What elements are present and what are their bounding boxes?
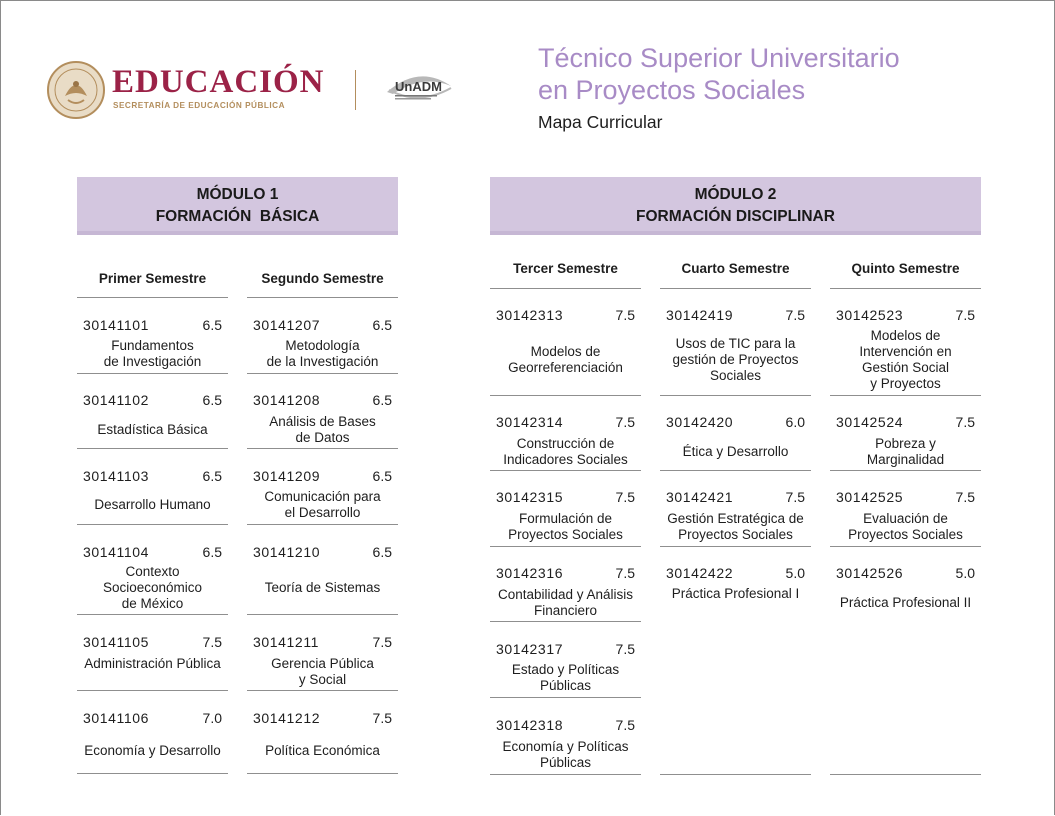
course-name <box>77 656 228 672</box>
course-credits: 6.5 <box>372 468 392 484</box>
course-rule <box>490 395 641 396</box>
course-name-line: Análisis de Bases <box>269 414 376 429</box>
course-code: 30142422 <box>666 565 734 581</box>
semester-rule <box>660 288 811 289</box>
module-number: MÓDULO 1 <box>196 186 279 203</box>
semester-rule <box>490 288 641 289</box>
national-seal-logo <box>46 60 106 120</box>
course-rule <box>660 774 811 775</box>
course-code: 30141208 <box>253 392 321 408</box>
course-credits: 7.5 <box>785 489 805 505</box>
course-name <box>660 511 811 543</box>
course-code: 30141105 <box>83 634 150 650</box>
course-name-line: Estado y Políticas <box>511 662 620 677</box>
course-credits: 7.5 <box>955 414 975 430</box>
brand-subtitle: SECRETARÍA DE EDUCACIÓN PÚBLICA <box>113 101 285 110</box>
course-name-line: Práctica Profesional I <box>671 586 800 601</box>
semester-title: Tercer Semestre <box>513 261 618 276</box>
course-name-line: Ética y Desarrollo <box>682 444 789 459</box>
course-credits: 7.5 <box>955 489 975 505</box>
semester-title: Segundo Semestre <box>261 271 384 286</box>
brand-title: EDUCACIÓN <box>112 64 325 100</box>
course-name <box>77 564 228 612</box>
course-credits: 6.0 <box>785 414 805 430</box>
course-credits: 7.5 <box>785 307 805 323</box>
course-name-line: Economía y Políticas <box>502 739 629 754</box>
course-code: 30142316 <box>496 565 564 581</box>
course-code: 30142318 <box>496 717 564 733</box>
course-name <box>247 656 398 688</box>
course-credits: 5.0 <box>955 565 975 581</box>
course-name-line: Públicas <box>539 678 592 693</box>
course-rule <box>77 524 228 525</box>
unadm-logo <box>383 70 455 108</box>
course-name-line: el Desarrollo <box>284 505 361 520</box>
course-name <box>490 511 641 543</box>
semester-title: Cuarto Semestre <box>681 261 790 276</box>
course-code: 30142317 <box>496 641 564 657</box>
course-name-line: Usos de TIC para la <box>675 336 796 351</box>
course-name-line: Formulación de <box>518 511 613 526</box>
course-name-line: Financiero <box>533 603 598 618</box>
course-credits: 6.5 <box>202 317 222 333</box>
course-name-line: Modelos de <box>530 344 601 359</box>
course-name-line: Contabilidad y Análisis <box>497 587 634 602</box>
course-rule <box>77 373 228 374</box>
course-name-line: de Investigación <box>103 354 202 369</box>
module-name: FORMACIÓN DISCIPLINAR <box>636 208 835 225</box>
semester-rule <box>830 288 981 289</box>
course-rule <box>77 773 228 774</box>
svg-text:UnADM: UnADM <box>395 79 442 94</box>
course-code: 30141209 <box>253 468 321 484</box>
course-name <box>77 497 228 513</box>
course-name <box>247 489 398 521</box>
course-name <box>247 743 398 759</box>
module-name: FORMACIÓN BÁSICA <box>155 208 320 225</box>
course-rule <box>77 448 228 449</box>
course-rule <box>247 524 398 525</box>
course-credits: 7.0 <box>202 710 222 726</box>
course-credits: 7.5 <box>615 307 635 323</box>
course-credits: 5.0 <box>785 565 805 581</box>
course-rule <box>660 546 811 547</box>
course-name-line: gestión de Proyectos <box>672 352 799 367</box>
course-rule <box>490 470 641 471</box>
course-name <box>490 344 641 376</box>
course-name <box>247 414 398 446</box>
course-name-line: Gestión Social <box>861 360 950 375</box>
course-code: 30142421 <box>666 489 734 505</box>
course-name <box>77 743 228 759</box>
course-rule <box>247 690 398 691</box>
course-rule <box>660 470 811 471</box>
course-name-line: Contexto <box>125 564 180 579</box>
semester-title: Primer Semestre <box>98 271 207 286</box>
course-rule <box>247 448 398 449</box>
semester-title: Quinto Semestre <box>851 261 960 276</box>
course-name-line: Administración Pública <box>84 656 221 671</box>
course-code: 30142523 <box>836 307 904 323</box>
course-code: 30142525 <box>836 489 904 505</box>
course-credits: 7.5 <box>202 634 222 650</box>
course-name <box>490 739 641 771</box>
course-name <box>490 436 641 468</box>
course-code: 30142313 <box>496 307 564 323</box>
document-subtitle: Mapa Curricular <box>538 112 663 132</box>
course-credits: 7.5 <box>615 414 635 430</box>
course-rule <box>247 614 398 615</box>
course-name-line: Modelos de <box>870 328 941 343</box>
course-rule <box>490 697 641 698</box>
module-shade <box>490 231 981 235</box>
title-line: en Proyectos Sociales <box>538 75 806 105</box>
course-name-line: y Proyectos <box>870 376 941 391</box>
course-credits: 6.5 <box>202 544 222 560</box>
course-rule <box>830 774 981 775</box>
course-code: 30141210 <box>253 544 321 560</box>
module-2-banner <box>490 177 981 235</box>
course-rule <box>830 395 981 396</box>
course-name-line: Georreferenciación <box>508 360 623 375</box>
semester-rule <box>77 297 228 298</box>
course-credits: 6.5 <box>202 468 222 484</box>
course-name-line: Economía y Desarrollo <box>84 743 221 758</box>
course-credits: 6.5 <box>372 392 392 408</box>
course-name-line: Construcción de <box>516 436 615 451</box>
course-name-line: Gerencia Pública <box>271 656 374 671</box>
course-code: 30142524 <box>836 414 904 430</box>
course-credits: 7.5 <box>615 641 635 657</box>
course-name-line: Indicadores Sociales <box>503 452 628 467</box>
course-name <box>660 586 811 602</box>
course-credits: 6.5 <box>202 392 222 408</box>
course-name-line: Práctica Profesional II <box>839 595 972 610</box>
course-name-line: de Datos <box>295 430 350 445</box>
course-name <box>660 444 811 460</box>
course-rule <box>660 395 811 396</box>
course-rule <box>830 546 981 547</box>
course-name-line: Socioeconómico <box>102 580 203 595</box>
course-name-line: Intervención en <box>859 344 952 359</box>
course-name-line: Comunicación para <box>264 489 381 504</box>
course-credits: 7.5 <box>372 634 392 650</box>
course-credits: 7.5 <box>615 717 635 733</box>
course-code: 30142420 <box>666 414 734 430</box>
course-code: 30141106 <box>83 710 150 726</box>
course-code: 30141207 <box>253 317 321 333</box>
course-rule <box>247 773 398 774</box>
course-name-line: y Social <box>298 672 347 687</box>
course-name <box>247 580 398 596</box>
course-name <box>77 422 228 438</box>
course-name-line: Fundamentos <box>111 338 194 353</box>
course-name-line: Pobreza y <box>875 436 936 451</box>
document-title <box>538 42 900 106</box>
course-name <box>490 662 641 694</box>
course-credits: 6.5 <box>372 544 392 560</box>
title-line: Técnico Superior Universitario <box>538 43 900 73</box>
course-name-line: Proyectos Sociales <box>508 527 623 542</box>
course-code: 30141212 <box>253 710 321 726</box>
course-code: 30142314 <box>496 414 564 430</box>
course-name-line: Política Económica <box>265 743 380 758</box>
course-name <box>830 511 981 543</box>
module-number: MÓDULO 2 <box>694 186 777 203</box>
course-rule <box>77 690 228 691</box>
course-name <box>660 336 811 384</box>
course-name-line: Gestión Estratégica de <box>667 511 804 526</box>
course-code: 30141101 <box>83 317 150 333</box>
course-name-line: Sociales <box>709 368 762 383</box>
course-name-line: Desarrollo Humano <box>94 497 211 512</box>
course-name-line: Evaluación de <box>863 511 948 526</box>
course-name-line: Proyectos Sociales <box>678 527 793 542</box>
course-credits: 7.5 <box>615 489 635 505</box>
course-credits: 7.5 <box>615 565 635 581</box>
course-credits: 7.5 <box>372 710 392 726</box>
course-credits: 6.5 <box>372 317 392 333</box>
course-code: 30141102 <box>83 392 150 408</box>
course-rule <box>490 546 641 547</box>
course-name-line: Proyectos Sociales <box>848 527 963 542</box>
course-name-line: Metodología <box>285 338 360 353</box>
course-name <box>490 587 641 619</box>
course-rule <box>247 373 398 374</box>
course-name <box>830 328 981 392</box>
course-code: 30142315 <box>496 489 564 505</box>
course-rule <box>77 614 228 615</box>
course-name <box>830 436 981 468</box>
course-code: 30141211 <box>253 634 320 650</box>
course-rule <box>490 621 641 622</box>
course-code: 30141103 <box>83 468 150 484</box>
course-code: 30142419 <box>666 307 734 323</box>
course-name-line: Teoría de Sistemas <box>264 580 381 595</box>
course-rule <box>830 470 981 471</box>
course-name-line: Estadística Básica <box>97 422 208 437</box>
course-name-line: Públicas <box>539 755 592 770</box>
course-name <box>247 338 398 370</box>
course-credits: 7.5 <box>955 307 975 323</box>
logo-divider <box>355 70 356 110</box>
module-shade <box>77 231 398 235</box>
course-name-line: de México <box>121 596 184 611</box>
course-rule <box>490 774 641 775</box>
module-1-banner <box>77 177 398 235</box>
semester-rule <box>247 297 398 298</box>
course-name <box>77 338 228 370</box>
course-name-line: Marginalidad <box>866 452 945 467</box>
course-code: 30141104 <box>83 544 150 560</box>
course-code: 30142526 <box>836 565 904 581</box>
course-name-line: de la Investigación <box>266 354 379 369</box>
course-name <box>830 595 981 611</box>
